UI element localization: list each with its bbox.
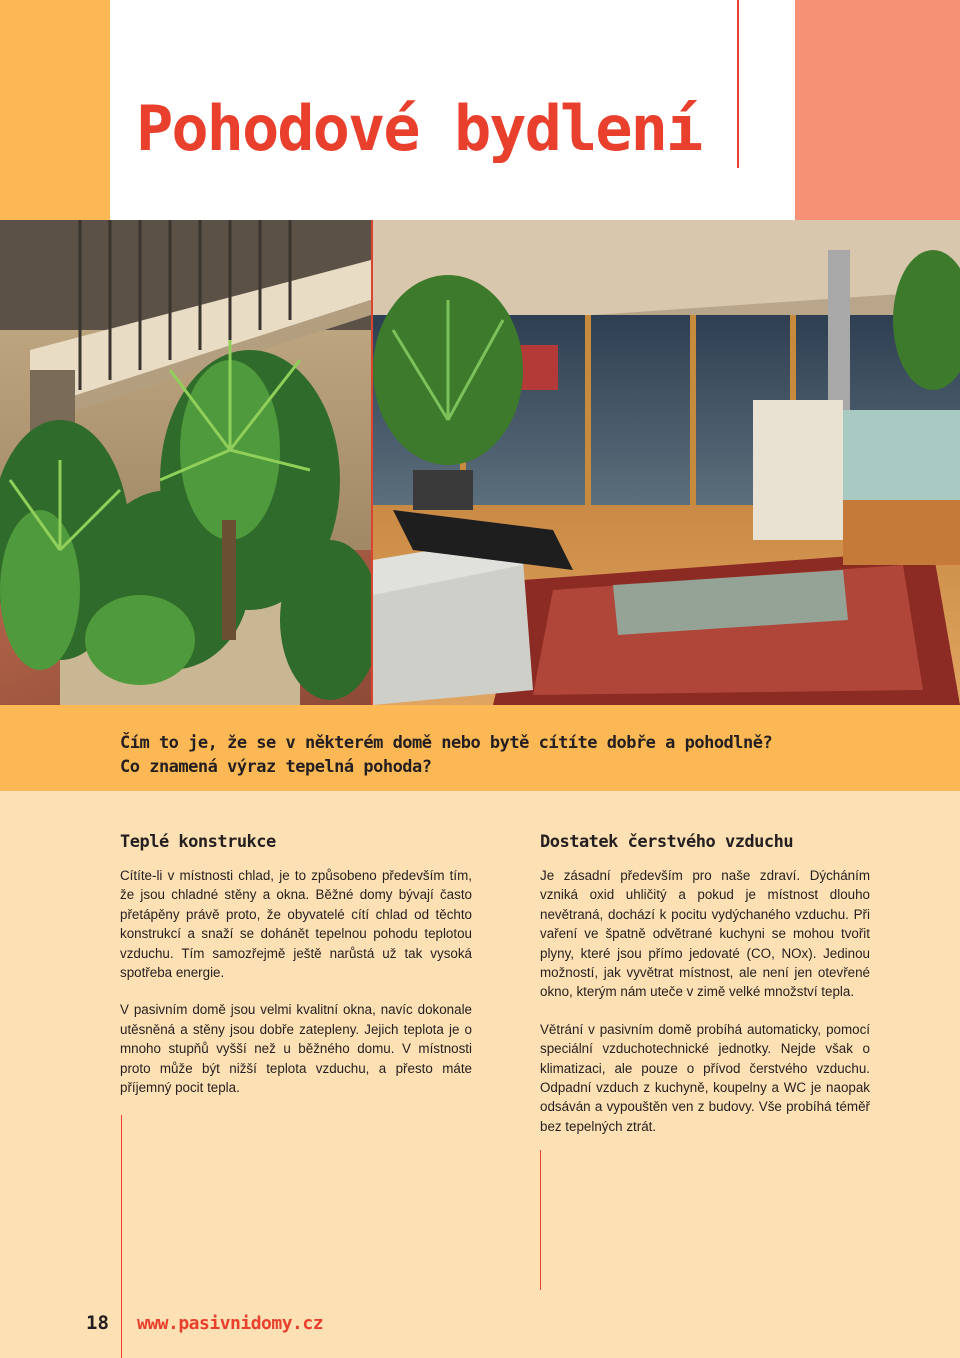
right-paragraph-1: Je zásadní především pro naše zdraví. Dýcháním vzniká oxid uhličitý a pokud je místnost dlouho nevětraná, dochází k pocitu vydýchaného vzduchu. Při vaření ve špatně odvětrané kuchyni se mohou tvořit plyny, které jsou přímo jedovaté (CO, NOx). Jedinou možností, jak vyvětrat místnost, ale není jen otevřené okno, kterým nám uteče v zimě velké množství tepla. [540,868,870,1000]
right-column [540,832,870,1154]
page-title: Pohodové bydlení [136,92,702,165]
lead-line-1: Čím to je, že se v některém domě nebo bytě cítíte dobře a pohodlně? [120,733,773,753]
atrium-photo [0,220,371,705]
left-column-heading: Teplé konstrukce [120,832,276,852]
left-column [120,832,472,1115]
left-paragraph-2: V pasivním domě jsou velmi kvalitní okna, navíc dokonale utěsněná a stěny jsou dobře zatepleny. Jejich teplota je o mnoho stupňů vyšší než u běžného domu. V místnosti proto může být nižší teplota vzduchu, a přesto máte příjemný pocit tepla. [120,1002,472,1096]
top-right-color-block [795,0,960,220]
page-number: 18 [86,1312,109,1334]
footer-rule [121,1290,122,1358]
website-link[interactable]: www.pasivnidomy.cz [137,1313,324,1334]
left-paragraph-1: Cítíte-li v místnosti chlad, je to způsobeno především tím, že jsou chladné stěny a okna. Běžné domy bývají často přetápěny právě proto, že obyvatelé cítí chlad od těchto konstrukcí a snaží se dohánět tepelnou pohodu teplotou vzduchu. Tím samozřejmě ještě narůstá už tak vysoká spotřeba energie. [120,868,472,981]
lead-line-2: Co znamená výraz tepelná pohoda? [120,757,432,777]
left-column-rule [121,1115,122,1290]
title-divider [737,0,739,168]
right-paragraph-2: Větrání v pasivním domě probíhá automaticky, pomocí speciální vzduchotechnické jednotky. Nejde však o klimatizaci, ale pouze o přívod čerstvého vzduchu. Odpadní vzduch z kuchyně, koupelny a WC je naopak odsáván a vypouštěn ven z budovy. Vše probíhá téměř bez tepelných ztrát. [540,1021,870,1134]
lead-question [120,731,772,779]
living-room-photo [373,220,960,705]
right-column-heading: Dostatek čerstvého vzduchu [540,832,794,852]
right-column-rule [540,1150,541,1290]
